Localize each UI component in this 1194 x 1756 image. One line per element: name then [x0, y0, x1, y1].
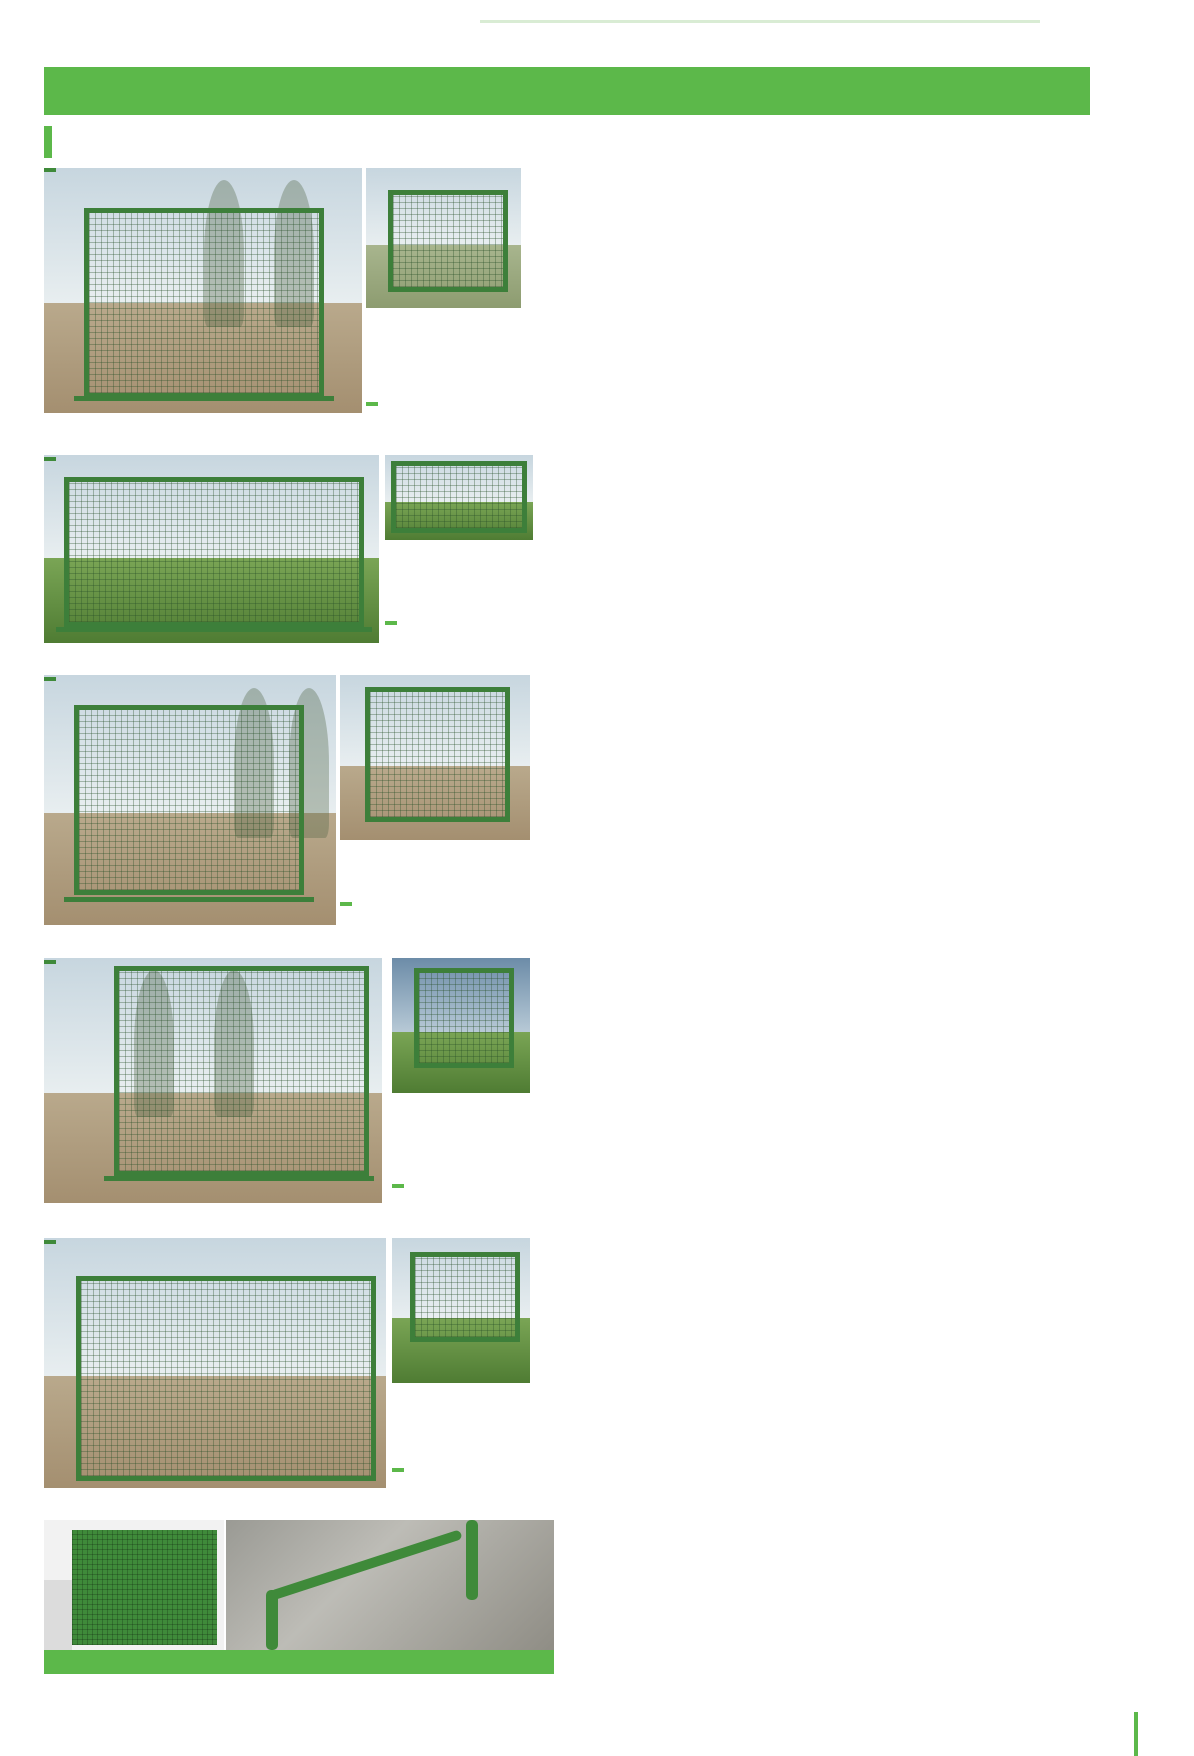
- weld-badge: [366, 402, 378, 406]
- weld-badge: [340, 902, 352, 906]
- fence-photo-3x3-main: [44, 958, 382, 1203]
- fence-photo-3x4-sub: [392, 1238, 530, 1383]
- page-number: [1134, 1712, 1194, 1756]
- fence-photo-2x3-sub: [366, 168, 521, 308]
- photo-label: [44, 677, 56, 681]
- fence-photo-25x3-sub: [340, 675, 530, 840]
- weld-badge: [392, 1184, 404, 1188]
- fence-photo-3x4-main: [44, 1238, 386, 1488]
- fence-photo-2x3-main: [44, 168, 362, 413]
- photo-label: [44, 457, 56, 461]
- photo-label: [44, 1240, 56, 1244]
- fence-photo-2x4-sub: [385, 455, 533, 540]
- photo-label: [44, 168, 56, 172]
- transport-caption: [44, 1650, 554, 1674]
- weld-badge: [385, 621, 397, 625]
- fence-photo-2x4-main: [44, 455, 379, 643]
- top-rule: [480, 20, 1040, 23]
- transport-photo-foot: [226, 1520, 554, 1650]
- fence-photo-25x3-main: [44, 675, 336, 925]
- transport-photo-truck: [44, 1520, 224, 1650]
- fence-photo-3x3-sub: [392, 958, 530, 1093]
- option-banner: [44, 67, 1090, 115]
- section-title: [44, 124, 74, 158]
- weld-badge: [392, 1468, 404, 1472]
- photo-label: [44, 960, 56, 964]
- title-bar: [44, 126, 52, 158]
